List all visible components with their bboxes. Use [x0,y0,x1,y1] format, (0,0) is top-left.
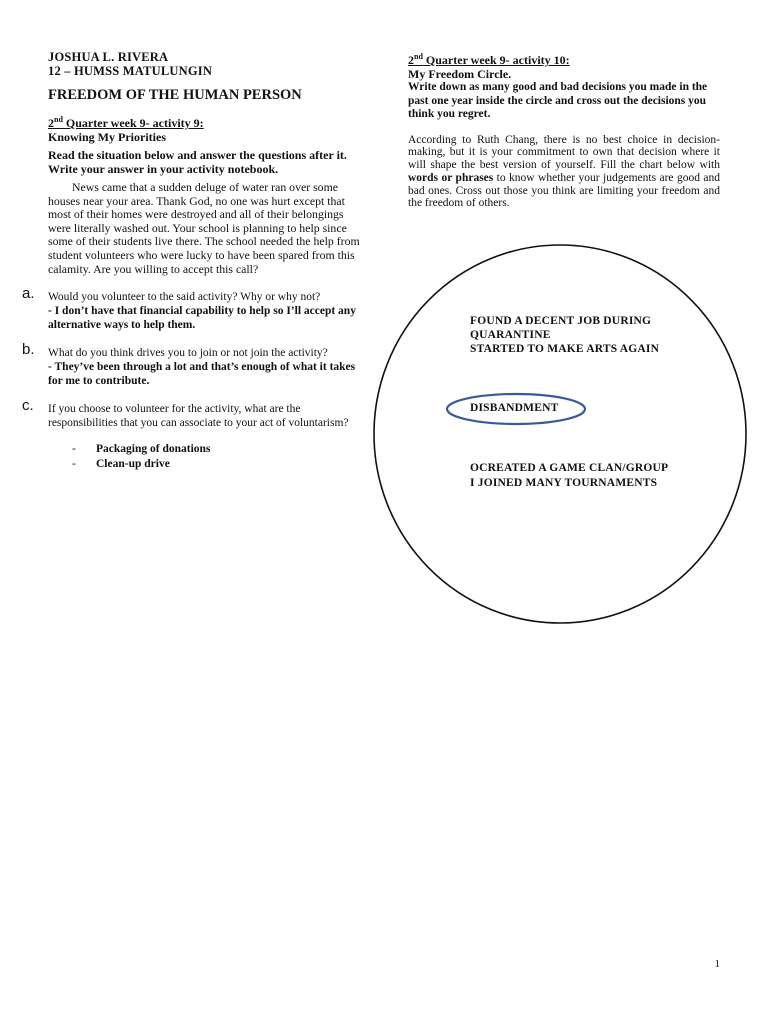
activity9-subtitle: Knowing My Priorities [48,130,166,144]
page-number: 1 [714,958,720,970]
circle-entry: OCREATED A GAME CLAN/GROUP [470,462,669,474]
question-marker: c. [22,397,34,415]
list-item: - Clean-up drive [72,458,170,471]
question-marker: a. [22,285,35,303]
activity10-heading: 2nd Quarter week 9- activity 10: [408,52,570,67]
activity9-instruction: Read the situation below and answer the questions after it. Write your answer in your activity notebook. [48,148,347,176]
answer-text: - They’ve been through a lot and that’s enough of what it takes for me to contribute. [48,361,356,388]
activity10-instruction: Write down as many good and bad decisions you made in the past one year inside the circle and cross out the decisions you think you regret. [408,81,708,120]
list-item: - Packaging of donations [72,443,211,456]
question-text: What do you think drives you to join or not join the activity? [48,347,328,360]
freedom-circle [374,245,746,623]
answer-text: - I don’t have that financial capability to help so I’ll accept any alternative ways to help them. [48,305,356,332]
question-text: Would you volunteer to the said activity? Why or why not? [48,291,321,304]
question-text: If you choose to volunteer for the activity, what are the responsibilities that you can associate to your act of voluntarism? [48,403,349,430]
circle-entry-highlighted: DISBANDMENT [470,402,559,414]
question-marker: b. [22,341,35,359]
circle-entry: FOUND A DECENT JOB DURING QUARANTINE [470,315,652,341]
ruth-chang-paragraph: According to Ruth Chang, there is no best choice in decision-making, but it is your commitment to own that decision where it will shape the best version of yourself. Fill the chart below with words or phrases to know whether your judgements are good and bad ones. Cross out those you think are limiting your freedom and the freedom of others. [408,133,720,210]
document-title: FREEDOM OF THE HUMAN PERSON [48,87,302,103]
student-name: JOSHUA L. RIVERA [48,50,169,64]
activity9-heading: 2nd Quarter week 9- activity 9: [48,115,204,130]
situation-paragraph: News came that a sudden deluge of water ran over some houses near your area. Thank God, no one was hurt except that most of their homes were destroyed and all of their belongings were literally washed out. Your school is planning to help since some of their students live there. The school needed the help from student volunteers who were lucky to have been spared from this calamity. Are you willing to accept this call? [48,180,360,276]
circle-entry: I JOINED MANY TOURNAMENTS [470,477,658,489]
activity10-subtitle: My Freedom Circle. [408,67,512,81]
circle-entry: STARTED TO MAKE ARTS AGAIN [470,343,660,355]
student-section: 12 – HUMSS MATULUNGIN [48,64,213,78]
